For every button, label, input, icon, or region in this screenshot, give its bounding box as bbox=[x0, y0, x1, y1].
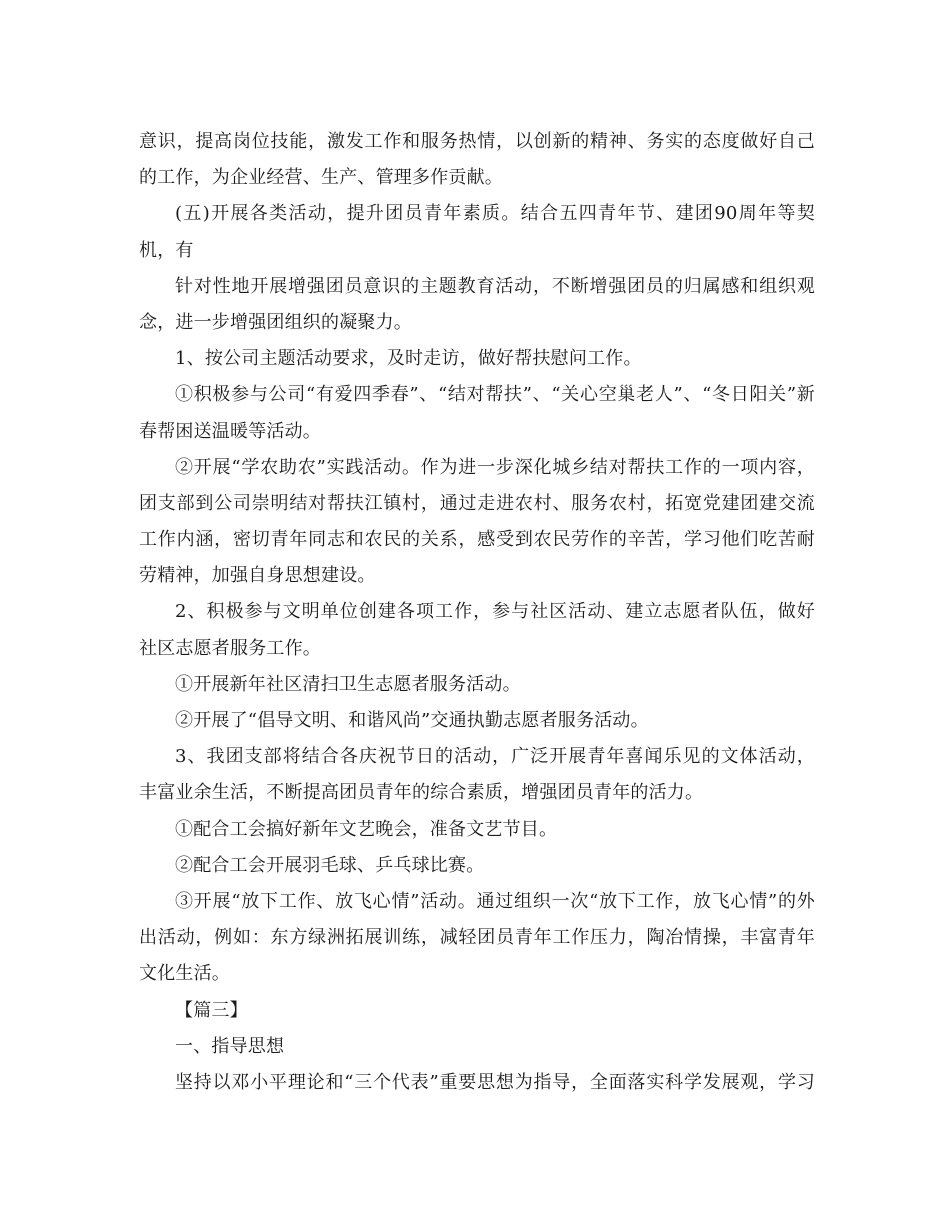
text-line: 念，进一步增强团组织的凝聚力。 bbox=[139, 311, 412, 333]
text-line: ①开展新年社区清扫卫生志愿者服务活动。 bbox=[175, 673, 521, 695]
text-line: 1、按公司主题活动要求，及时走访，做好帮扶慰问工作。 bbox=[175, 348, 642, 370]
subsection-heading: 一、指导思想 bbox=[175, 1035, 285, 1057]
text-line: 工作内涵，密切青年同志和农民的关系，感受到农民劳作的辛苦，学习他们吃苦耐 bbox=[139, 529, 815, 551]
text-line: 春帮困送温暖等活动。 bbox=[139, 420, 321, 442]
text-line: ③开展“放下工作、放飞心情”活动。通过组织一次“放下工作，放飞心情”的外 bbox=[175, 890, 815, 912]
section-heading: 【篇三】 bbox=[175, 999, 248, 1021]
text-line: ①积极参与公司“有爱四季春”、“结对帮扶”、“关心空巢老人”、“冬日阳关”新 bbox=[175, 384, 815, 406]
text-line: 机，有 bbox=[139, 239, 194, 261]
text-line: (五)开展各类活动，提升团员青年素质。结合五四青年节、建团90周年等契 bbox=[175, 203, 815, 225]
text-line: ②开展“学农助农”实践活动。作为进一步深化城乡结对帮扶工作的一项内容， bbox=[175, 456, 815, 478]
text-line: 针对性地开展增强团员意识的主题教育活动，不断增强团员的归属感和组织观 bbox=[175, 275, 815, 297]
text-line: 意识，提高岗位技能，激发工作和服务热情，以创新的精神、务实的态度做好自己 bbox=[139, 131, 815, 152]
text-line: 团支部到公司崇明结对帮扶江镇村，通过走进农村、服务农村，拓宽党建团建交流 bbox=[139, 492, 815, 514]
text-line: ①配合工会搞好新年文艺晚会，准备文艺节目。 bbox=[175, 818, 558, 840]
text-line: 社区志愿者服务工作。 bbox=[139, 637, 321, 659]
text-line: 文化生活。 bbox=[139, 963, 230, 985]
text-line: 坚持以邓小平理论和“三个代表”重要思想为指导，全面落实科学发展观，学习 bbox=[175, 1071, 815, 1093]
text-line: 3、我团支部将结合各庆祝节日的活动，广泛开展青年喜闻乐见的文体活动， bbox=[175, 746, 815, 768]
text-line: 2、积极参与文明单位创建各项工作，参与社区活动、建立志愿者队伍，做好 bbox=[175, 601, 815, 623]
text-line: 的工作，为企业经营、生产、管理多作贡献。 bbox=[139, 167, 503, 189]
document-body bbox=[139, 124, 815, 1101]
text-line: ②配合工会开展羽毛球、乒乓球比赛。 bbox=[175, 854, 485, 876]
text-line: ②开展了“倡导文明、和谐风尚”交通执勤志愿者服务活动。 bbox=[175, 710, 649, 731]
text-line: 出活动，例如：东方绿洲拓展训练，减轻团员青年工作压力，陶冶情操，丰富青年 bbox=[139, 927, 815, 949]
text-line: 丰富业余生活，不断提高团员青年的综合素质，增强团员青年的活力。 bbox=[139, 782, 704, 804]
text-line: 劳精神，加强自身思想建设。 bbox=[139, 565, 376, 587]
